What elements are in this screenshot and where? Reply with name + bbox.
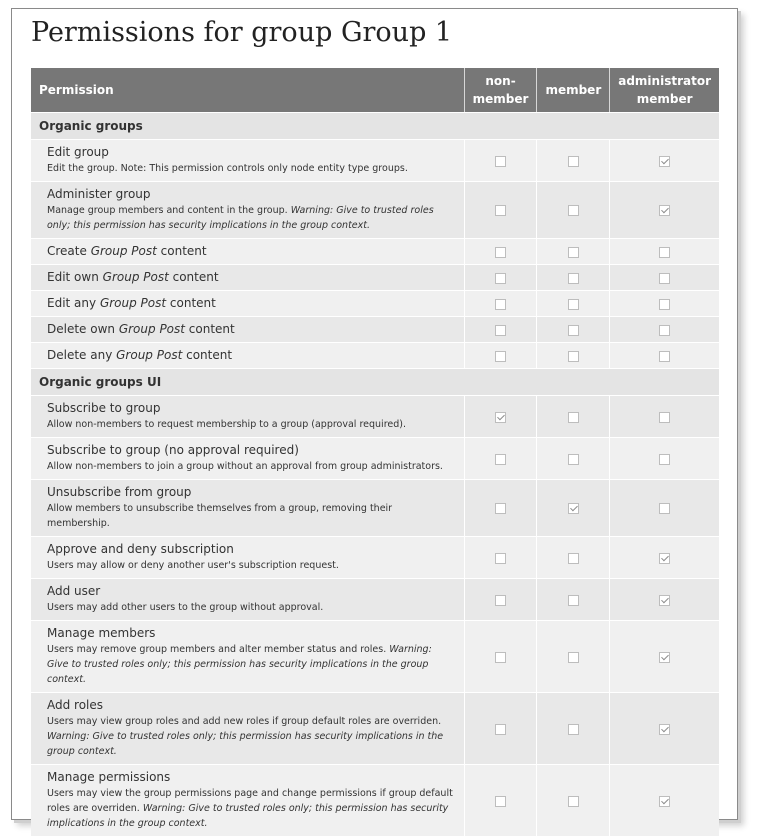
permission-title: Approve and deny subscription: [47, 542, 234, 556]
permission-cell: [31, 620, 464, 692]
permission-row: [31, 536, 719, 578]
administrator-member-checkbox[interactable]: [659, 273, 670, 284]
checkbox-cell-non-member: [464, 181, 537, 238]
permission-cell: [31, 139, 464, 181]
member-checkbox[interactable]: [568, 553, 579, 564]
permission-cell: [31, 764, 464, 836]
member-checkbox[interactable]: [568, 796, 579, 807]
administrator-member-checkbox[interactable]: [659, 553, 670, 564]
permission-row: [31, 437, 719, 479]
column-header-non-member: non- member: [464, 68, 537, 112]
permission-description-text: Users may view the group permissions page and change permissions if group default roles are overriden.: [47, 788, 453, 814]
administrator-member-checkbox[interactable]: [659, 503, 670, 514]
permission-description: [47, 501, 456, 531]
checkbox-cell-administrator-member: [609, 764, 719, 836]
permission-title: Manage members: [47, 626, 156, 640]
non-member-checkbox[interactable]: [495, 156, 506, 167]
administrator-member-checkbox[interactable]: [659, 247, 670, 258]
group-header-row: [31, 368, 719, 395]
checkbox-cell-member: [536, 139, 609, 181]
checkbox-cell-administrator-member: [609, 578, 719, 620]
permission-cell: [31, 395, 464, 437]
checkbox-cell-administrator-member: [609, 536, 719, 578]
group-header-row: [31, 112, 719, 139]
checkbox-cell-non-member: [464, 692, 537, 764]
permission-description: [47, 203, 456, 233]
permission-cell: [31, 238, 464, 264]
column-header-permission: Permission: [31, 68, 464, 112]
permissions-panel: [11, 8, 738, 829]
checkbox-cell-administrator-member: [609, 437, 719, 479]
permission-title: Manage permissions: [47, 770, 171, 784]
administrator-member-checkbox[interactable]: [659, 325, 670, 336]
permission-row: [31, 764, 719, 836]
administrator-member-checkbox[interactable]: [659, 299, 670, 310]
checkbox-cell-member: [536, 264, 609, 290]
checkbox-cell-administrator-member: [609, 290, 719, 316]
non-member-checkbox[interactable]: [495, 273, 506, 284]
permission-description: [47, 417, 456, 432]
member-checkbox[interactable]: [568, 273, 579, 284]
non-member-checkbox[interactable]: [495, 595, 506, 606]
permission-title: Subscribe to group: [47, 401, 161, 415]
checkbox-cell-non-member: [464, 578, 537, 620]
non-member-checkbox[interactable]: [495, 652, 506, 663]
member-checkbox[interactable]: [568, 454, 579, 465]
checkbox-cell-non-member: [464, 316, 537, 342]
non-member-checkbox[interactable]: [495, 553, 506, 564]
permission-title: Edit any Group Post content: [47, 296, 216, 310]
permission-row: [31, 342, 719, 368]
permission-title: Add user: [47, 584, 101, 598]
permission-title: Create Group Post content: [47, 244, 207, 258]
administrator-member-checkbox[interactable]: [659, 412, 670, 423]
group-name: Organic groups UI: [31, 368, 719, 395]
permission-row: [31, 479, 719, 536]
non-member-checkbox[interactable]: [495, 412, 506, 423]
permission-row: [31, 620, 719, 692]
permission-description-text: Allow non-members to join a group without an approval from group administrators.: [47, 461, 443, 472]
permission-description: [47, 558, 456, 573]
permission-cell: [31, 692, 464, 764]
permission-row: [31, 578, 719, 620]
checkbox-cell-administrator-member: [609, 264, 719, 290]
administrator-member-checkbox[interactable]: [659, 796, 670, 807]
permission-title: Administer group: [47, 187, 151, 201]
member-checkbox[interactable]: [568, 247, 579, 258]
checkbox-cell-member: [536, 437, 609, 479]
non-member-checkbox[interactable]: [495, 299, 506, 310]
checkbox-cell-non-member: [464, 290, 537, 316]
checkbox-cell-non-member: [464, 536, 537, 578]
permission-row: [31, 264, 719, 290]
member-checkbox[interactable]: [568, 299, 579, 310]
permission-description-text: Allow members to unsubscribe themselves from a group, removing their membership.: [47, 503, 393, 529]
permission-description-text: Users may view group roles and add new roles if group default roles are overriden.: [47, 716, 442, 727]
group-name: Organic groups: [31, 112, 719, 139]
permission-warning-text: Warning: Give to trusted roles only; this permission has security implications in the group context.: [47, 803, 449, 829]
permission-title: Edit group: [47, 145, 109, 159]
checkbox-cell-administrator-member: [609, 395, 719, 437]
checkbox-cell-administrator-member: [609, 316, 719, 342]
permission-warning-text: Warning: Give to trusted roles only; this permission has security implications in the group context.: [47, 205, 434, 231]
member-checkbox[interactable]: [568, 156, 579, 167]
column-header-administrator-member: administrator member: [609, 68, 719, 112]
permission-description-text: Users may allow or deny another user's subscription request.: [47, 560, 339, 571]
permission-row: [31, 395, 719, 437]
permission-description: [47, 600, 456, 615]
member-checkbox[interactable]: [568, 351, 579, 362]
checkbox-cell-non-member: [464, 764, 537, 836]
non-member-checkbox[interactable]: [495, 796, 506, 807]
permission-cell: [31, 264, 464, 290]
checkbox-cell-administrator-member: [609, 342, 719, 368]
administrator-member-checkbox[interactable]: [659, 351, 670, 362]
checkbox-cell-member: [536, 238, 609, 264]
member-checkbox[interactable]: [568, 595, 579, 606]
page-title: Permissions for group Group 1: [31, 17, 453, 48]
checkbox-cell-non-member: [464, 620, 537, 692]
permission-title: Delete own Group Post content: [47, 322, 235, 336]
permission-description-text: Users may remove group members and alter member status and roles.: [47, 644, 387, 655]
checkbox-cell-administrator-member: [609, 692, 719, 764]
permission-title: Unsubscribe from group: [47, 485, 192, 499]
permission-row: [31, 139, 719, 181]
checkbox-cell-member: [536, 764, 609, 836]
checkbox-cell-non-member: [464, 264, 537, 290]
non-member-checkbox[interactable]: [495, 351, 506, 362]
member-checkbox[interactable]: [568, 412, 579, 423]
permission-cell: [31, 290, 464, 316]
member-checkbox[interactable]: [568, 724, 579, 735]
permission-description-text: Manage group members and content in the group.: [47, 205, 288, 216]
checkbox-cell-non-member: [464, 139, 537, 181]
checkbox-cell-administrator-member: [609, 620, 719, 692]
permission-cell: [31, 536, 464, 578]
checkbox-cell-member: [536, 536, 609, 578]
permission-cell: [31, 181, 464, 238]
non-member-checkbox[interactable]: [495, 503, 506, 514]
permission-title: Add roles: [47, 698, 104, 712]
permission-cell: [31, 316, 464, 342]
member-checkbox[interactable]: [568, 652, 579, 663]
checkbox-cell-non-member: [464, 238, 537, 264]
permission-cell: [31, 578, 464, 620]
checkbox-cell-non-member: [464, 437, 537, 479]
checkbox-cell-member: [536, 181, 609, 238]
administrator-member-checkbox[interactable]: [659, 652, 670, 663]
administrator-member-checkbox[interactable]: [659, 595, 670, 606]
permissions-table: [31, 68, 719, 836]
non-member-checkbox[interactable]: [495, 325, 506, 336]
permissions-table-body: [31, 112, 719, 836]
checkbox-cell-non-member: [464, 342, 537, 368]
checkbox-cell-member: [536, 479, 609, 536]
checkbox-cell-administrator-member: [609, 139, 719, 181]
permission-warning-text: Warning: Give to trusted roles only; this permission has security implications in the group context.: [47, 644, 432, 685]
permission-description: [47, 714, 456, 759]
permission-description: [47, 161, 456, 176]
permission-row: [31, 316, 719, 342]
permission-description-text: Allow non-members to request membership to a group (approval required).: [47, 419, 406, 430]
member-checkbox[interactable]: [568, 325, 579, 336]
checkbox-cell-administrator-member: [609, 181, 719, 238]
member-checkbox[interactable]: [568, 205, 579, 216]
member-checkbox[interactable]: [568, 503, 579, 514]
administrator-member-checkbox[interactable]: [659, 724, 670, 735]
checkbox-cell-member: [536, 316, 609, 342]
checkbox-cell-member: [536, 290, 609, 316]
checkbox-cell-administrator-member: [609, 479, 719, 536]
permission-description: [47, 459, 456, 474]
permission-row: [31, 290, 719, 316]
permission-row: [31, 238, 719, 264]
permission-description-text: Users may add other users to the group without approval.: [47, 602, 324, 613]
non-member-checkbox[interactable]: [495, 205, 506, 216]
administrator-member-checkbox[interactable]: [659, 454, 670, 465]
administrator-member-checkbox[interactable]: [659, 156, 670, 167]
checkbox-cell-member: [536, 578, 609, 620]
permission-row: [31, 181, 719, 238]
table-header-row: [31, 68, 719, 112]
checkbox-cell-non-member: [464, 479, 537, 536]
non-member-checkbox[interactable]: [495, 454, 506, 465]
non-member-checkbox[interactable]: [495, 724, 506, 735]
permission-title: Subscribe to group (no approval required): [47, 443, 299, 457]
permission-description: [47, 786, 456, 831]
permission-description-text: Edit the group. Note: This permission controls only node entity type groups.: [47, 163, 408, 174]
checkbox-cell-non-member: [464, 395, 537, 437]
permission-cell: [31, 342, 464, 368]
checkbox-cell-member: [536, 395, 609, 437]
administrator-member-checkbox[interactable]: [659, 205, 670, 216]
permission-cell: [31, 437, 464, 479]
checkbox-cell-member: [536, 620, 609, 692]
checkbox-cell-member: [536, 692, 609, 764]
permission-description: [47, 642, 456, 687]
column-header-member: member: [536, 68, 609, 112]
non-member-checkbox[interactable]: [495, 247, 506, 258]
permission-title: Edit own Group Post content: [47, 270, 219, 284]
permission-row: [31, 692, 719, 764]
permission-cell: [31, 479, 464, 536]
permission-title: Delete any Group Post content: [47, 348, 233, 362]
permission-warning-text: Warning: Give to trusted roles only; this permission has security implications in the group context.: [47, 731, 444, 757]
checkbox-cell-administrator-member: [609, 238, 719, 264]
checkbox-cell-member: [536, 342, 609, 368]
